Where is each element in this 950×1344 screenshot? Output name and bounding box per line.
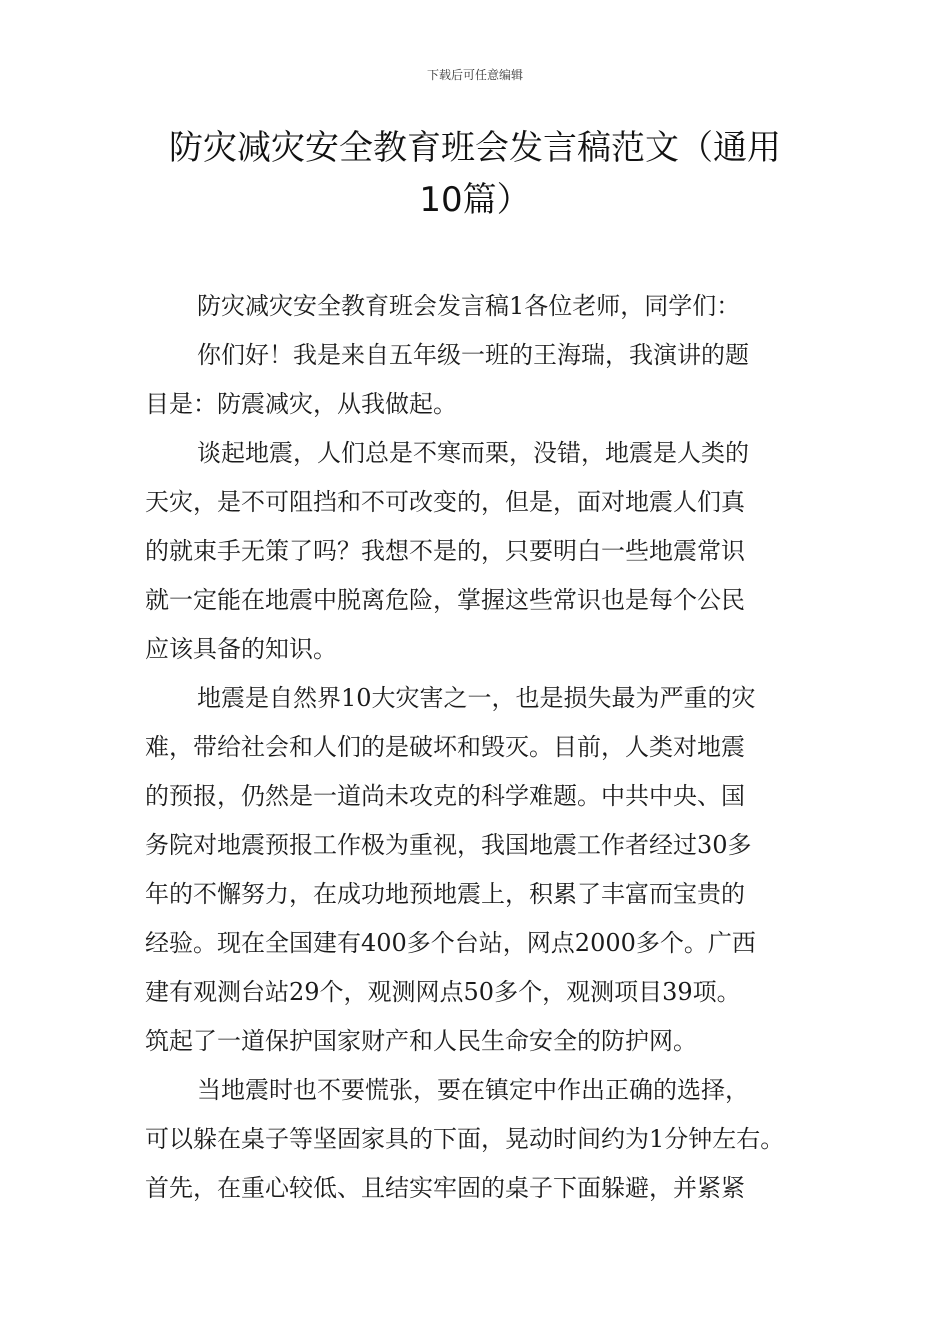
title-line-1: 防灾减灾安全教育班会发言稿范文（通用 (169, 128, 781, 168)
paragraph-line: 年的不懈努力，在成功地预地震上，积累了丰富而宝贵的 (145, 880, 745, 908)
paragraph-line: 的就束手无策了吗？我想不是的，只要明白一些地震常识 (145, 537, 745, 565)
title-line-2: 10篇） (419, 180, 531, 220)
paragraph-line: 当地震时也不要慌张，要在镇定中作出正确的选择， (197, 1076, 749, 1104)
paragraph-line: 地震是自然界10大灾害之一，也是损失最为严重的灾 (197, 684, 756, 712)
paragraph (145, 1066, 825, 1213)
paragraph-line: 谈起地震，人们总是不寒而栗，没错，地震是人类的 (197, 439, 749, 467)
paragraph (145, 429, 825, 674)
paragraph (145, 331, 825, 429)
paragraph (145, 674, 825, 1066)
header-note: 下载后可任意编辑 (426, 68, 523, 82)
paragraph-line: 你们好！我是来自五年级一班的王海瑞，我演讲的题 (197, 341, 749, 369)
paragraph-line: 的预报，仍然是一道尚未攻克的科学难题。中共中央、国 (145, 782, 745, 810)
paragraph-line: 应该具备的知识。 (145, 635, 337, 663)
paragraph-line: 首先，在重心较低、且结实牢固的桌子下面躲避，并紧紧 (145, 1174, 745, 1202)
paragraph-line: 防灾减灾安全教育班会发言稿1各位老师，同学们： (197, 292, 741, 320)
paragraph-line: 天灾，是不可阻挡和不可改变的，但是，面对地震人们真 (145, 488, 745, 516)
paragraph-line: 难，带给社会和人们的是破坏和毁灭。目前，人类对地震 (145, 733, 745, 761)
paragraph-line: 建有观测台站29个，观测网点50多个，观测项目39项。 (145, 978, 741, 1006)
paragraph-line: 务院对地震预报工作极为重视，我国地震工作者经过30多 (145, 831, 752, 859)
document-body (145, 282, 825, 1213)
paragraph-line: 可以躲在桌子等坚固家具的下面，晃动时间约为1分钟左右。 (145, 1125, 785, 1153)
paragraph (145, 282, 825, 331)
paragraph-line: 经验。现在全国建有400多个台站，网点2000多个。广西 (145, 929, 756, 957)
document-title (140, 122, 810, 226)
paragraph-line: 目是：防震减灾，从我做起。 (145, 390, 457, 418)
paragraph-line: 筑起了一道保护国家财产和人民生命安全的防护网。 (145, 1027, 697, 1055)
paragraph-line: 就一定能在地震中脱离危险，掌握这些常识也是每个公民 (145, 586, 745, 614)
